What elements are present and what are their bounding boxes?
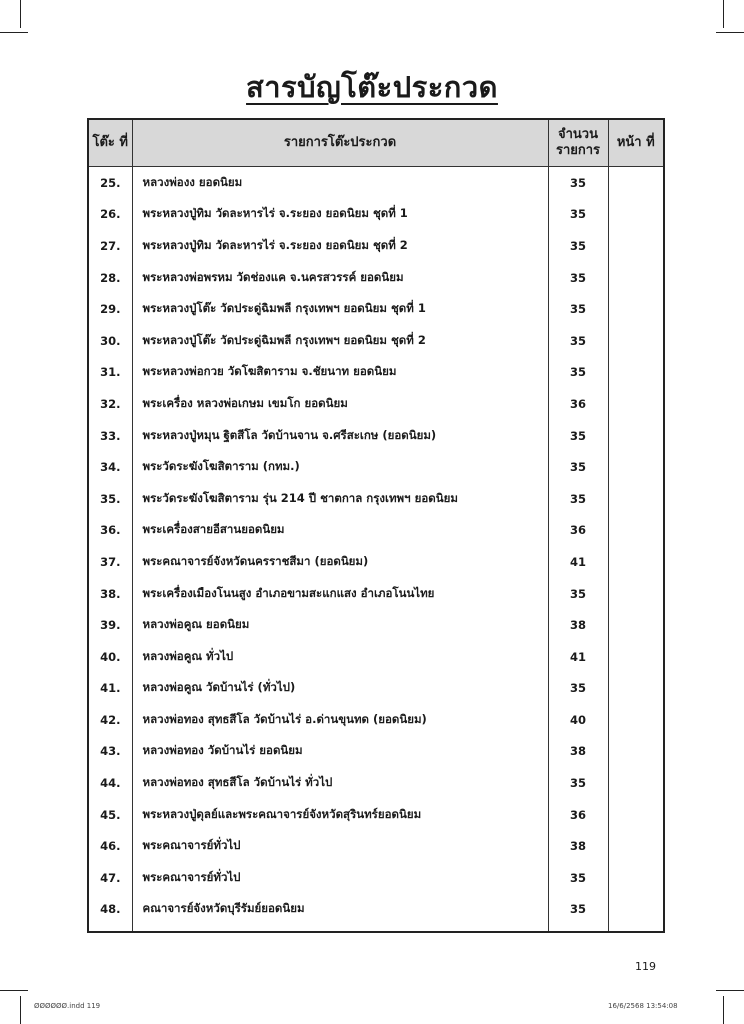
row-count: 35 bbox=[548, 262, 608, 294]
row-number: 25. bbox=[88, 167, 132, 199]
row-page bbox=[608, 420, 664, 452]
row-number: 39. bbox=[88, 609, 132, 641]
row-count: 35 bbox=[548, 420, 608, 452]
row-item-name: พระคณาจารย์ทั่วไป bbox=[132, 830, 548, 862]
crop-mark bbox=[723, 996, 724, 1024]
row-item-name: พระหลวงปู่ดุลย์และพระคณาจารย์จังหวัดสุรินทร์ยอดนิยม bbox=[132, 799, 548, 831]
row-number: 46. bbox=[88, 830, 132, 862]
row-item-name: หลวงพ่อทอง สุทธสีโล วัดบ้านไร่ ทั่วไป bbox=[132, 767, 548, 799]
row-page bbox=[608, 325, 664, 357]
row-number: 30. bbox=[88, 325, 132, 357]
table-row bbox=[88, 894, 664, 933]
row-number: 42. bbox=[88, 704, 132, 736]
row-number: 40. bbox=[88, 641, 132, 673]
table-row bbox=[88, 199, 664, 231]
row-item-name: พระเครื่อง หลวงพ่อเกษม เขมโก ยอดนิยม bbox=[132, 388, 548, 420]
row-count: 35 bbox=[548, 673, 608, 705]
row-number: 38. bbox=[88, 578, 132, 610]
row-count: 35 bbox=[548, 293, 608, 325]
row-page bbox=[608, 673, 664, 705]
table-row bbox=[88, 641, 664, 673]
row-item-name: พระหลวงพ่อพรหม วัดช่องแค จ.นครสวรรค์ ยอดนิยม bbox=[132, 262, 548, 294]
row-page bbox=[608, 262, 664, 294]
crop-mark bbox=[0, 32, 28, 33]
row-number: 32. bbox=[88, 388, 132, 420]
header-item-name: รายการโต๊ะประกวด bbox=[132, 119, 548, 167]
row-count: 35 bbox=[548, 199, 608, 231]
row-number: 41. bbox=[88, 673, 132, 705]
row-page bbox=[608, 451, 664, 483]
crop-mark bbox=[716, 990, 744, 991]
table-row bbox=[88, 167, 664, 199]
row-count: 38 bbox=[548, 609, 608, 641]
row-number: 44. bbox=[88, 767, 132, 799]
row-count: 36 bbox=[548, 515, 608, 547]
row-page bbox=[608, 388, 664, 420]
row-item-name: หลวงพ่อคูณ ทั่วไป bbox=[132, 641, 548, 673]
table-row bbox=[88, 799, 664, 831]
table-row bbox=[88, 830, 664, 862]
table-row bbox=[88, 388, 664, 420]
row-page bbox=[608, 799, 664, 831]
row-number: 33. bbox=[88, 420, 132, 452]
crop-mark bbox=[0, 990, 28, 991]
row-number: 36. bbox=[88, 515, 132, 547]
row-item-name: พระคณาจารย์จังหวัดนครราชสีมา (ยอดนิยม) bbox=[132, 546, 548, 578]
row-item-name: พระหลวงปู่โต๊ะ วัดประดู่ฉิมพลี กรุงเทพฯ ยอดนิยม ชุดที่ 1 bbox=[132, 293, 548, 325]
row-page bbox=[608, 736, 664, 768]
crop-mark bbox=[723, 0, 724, 28]
crop-mark bbox=[20, 996, 21, 1024]
table-row bbox=[88, 704, 664, 736]
print-footer-file: ØØØØØØ.indd 119 bbox=[34, 1002, 101, 1010]
row-number: 37. bbox=[88, 546, 132, 578]
row-item-name: หลวงพ่อทอง วัดบ้านไร่ ยอดนิยม bbox=[132, 736, 548, 768]
row-item-name: พระเครื่องสายอีสานยอดนิยม bbox=[132, 515, 548, 547]
table-row bbox=[88, 357, 664, 389]
row-count: 40 bbox=[548, 704, 608, 736]
row-page bbox=[608, 167, 664, 199]
row-number: 47. bbox=[88, 862, 132, 894]
row-item-name: หลวงพ่อคูณ ยอดนิยม bbox=[132, 609, 548, 641]
row-page bbox=[608, 293, 664, 325]
table-row bbox=[88, 862, 664, 894]
row-number: 26. bbox=[88, 199, 132, 231]
row-count: 35 bbox=[548, 167, 608, 199]
table-row bbox=[88, 420, 664, 452]
row-item-name: พระหลวงปู่หมุน ฐิตสีโล วัดบ้านจาน จ.ศรีสะเกษ (ยอดนิยม) bbox=[132, 420, 548, 452]
crop-mark bbox=[20, 0, 21, 28]
row-count: 35 bbox=[548, 483, 608, 515]
row-count: 35 bbox=[548, 230, 608, 262]
table-row bbox=[88, 515, 664, 547]
table-row bbox=[88, 325, 664, 357]
header-page: หน้า ที่ bbox=[608, 119, 664, 167]
row-count: 38 bbox=[548, 830, 608, 862]
row-count: 38 bbox=[548, 736, 608, 768]
row-number: 31. bbox=[88, 357, 132, 389]
row-page bbox=[608, 862, 664, 894]
row-page bbox=[608, 704, 664, 736]
row-page bbox=[608, 357, 664, 389]
page-number: 119 bbox=[635, 960, 656, 973]
row-count: 35 bbox=[548, 767, 608, 799]
row-number: 34. bbox=[88, 451, 132, 483]
header-count: จำนวน รายการ bbox=[548, 119, 608, 167]
row-page bbox=[608, 199, 664, 231]
row-number: 48. bbox=[88, 894, 132, 933]
page-title-text: สารบัญโต๊ะประกวด bbox=[246, 70, 498, 104]
row-count: 41 bbox=[548, 641, 608, 673]
table-row bbox=[88, 262, 664, 294]
table-row bbox=[88, 673, 664, 705]
row-count: 35 bbox=[548, 357, 608, 389]
table-row bbox=[88, 767, 664, 799]
table-row bbox=[88, 230, 664, 262]
row-number: 27. bbox=[88, 230, 132, 262]
row-page bbox=[608, 230, 664, 262]
table-header-row bbox=[88, 119, 664, 167]
table-row bbox=[88, 483, 664, 515]
row-page bbox=[608, 483, 664, 515]
row-page bbox=[608, 641, 664, 673]
table-row bbox=[88, 293, 664, 325]
table-row bbox=[88, 609, 664, 641]
row-number: 43. bbox=[88, 736, 132, 768]
row-page bbox=[608, 546, 664, 578]
row-item-name: หลวงพ่อทอง สุทธสีโล วัดบ้านไร่ อ.ด่านขุนทด (ยอดนิยม) bbox=[132, 704, 548, 736]
row-item-name: คณาจารย์จังหวัดบุรีรัมย์ยอดนิยม bbox=[132, 894, 548, 933]
row-number: 45. bbox=[88, 799, 132, 831]
page-title bbox=[0, 64, 744, 110]
row-item-name: พระคณาจารย์ทั่วไป bbox=[132, 862, 548, 894]
row-count: 35 bbox=[548, 451, 608, 483]
table-row bbox=[88, 578, 664, 610]
row-page bbox=[608, 609, 664, 641]
row-page bbox=[608, 767, 664, 799]
header-table-no: โต๊ะ ที่ bbox=[88, 119, 132, 167]
row-count: 41 bbox=[548, 546, 608, 578]
row-page bbox=[608, 830, 664, 862]
row-number: 28. bbox=[88, 262, 132, 294]
row-count: 35 bbox=[548, 894, 608, 933]
row-item-name: พระหลวงปู่โต๊ะ วัดประดู่ฉิมพลี กรุงเทพฯ ยอดนิยม ชุดที่ 2 bbox=[132, 325, 548, 357]
row-count: 35 bbox=[548, 862, 608, 894]
table-row bbox=[88, 451, 664, 483]
row-item-name: พระวัดระฆังโฆสิตาราม (กทม.) bbox=[132, 451, 548, 483]
row-item-name: พระวัดระฆังโฆสิตาราม รุ่น 214 ปี ชาตกาล กรุงเทพฯ ยอดนิยม bbox=[132, 483, 548, 515]
contest-table bbox=[87, 118, 665, 933]
row-item-name: พระหลวงพ่อกวย วัดโฆสิตาราม จ.ชัยนาท ยอดนิยม bbox=[132, 357, 548, 389]
row-page bbox=[608, 515, 664, 547]
row-item-name: หลวงพ่อคูณ วัดบ้านไร่ (ทั่วไป) bbox=[132, 673, 548, 705]
row-item-name: พระเครื่องเมืองโนนสูง อำเภอขามสะแกแสง อำเภอโนนไทย bbox=[132, 578, 548, 610]
print-footer-timestamp: 16/6/2568 13:54:08 bbox=[608, 1002, 678, 1010]
crop-mark bbox=[716, 32, 744, 33]
row-item-name: พระหลวงปู่ทิม วัดละหารไร่ จ.ระยอง ยอดนิยม ชุดที่ 2 bbox=[132, 230, 548, 262]
row-page bbox=[608, 894, 664, 933]
row-page bbox=[608, 578, 664, 610]
row-item-name: หลวงพ่องง ยอดนิยม bbox=[132, 167, 548, 199]
row-count: 36 bbox=[548, 799, 608, 831]
row-count: 36 bbox=[548, 388, 608, 420]
row-item-name: พระหลวงปู่ทิม วัดละหารไร่ จ.ระยอง ยอดนิยม ชุดที่ 1 bbox=[132, 199, 548, 231]
table-row bbox=[88, 546, 664, 578]
row-number: 29. bbox=[88, 293, 132, 325]
row-count: 35 bbox=[548, 578, 608, 610]
row-count: 35 bbox=[548, 325, 608, 357]
row-number: 35. bbox=[88, 483, 132, 515]
table-row bbox=[88, 736, 664, 768]
